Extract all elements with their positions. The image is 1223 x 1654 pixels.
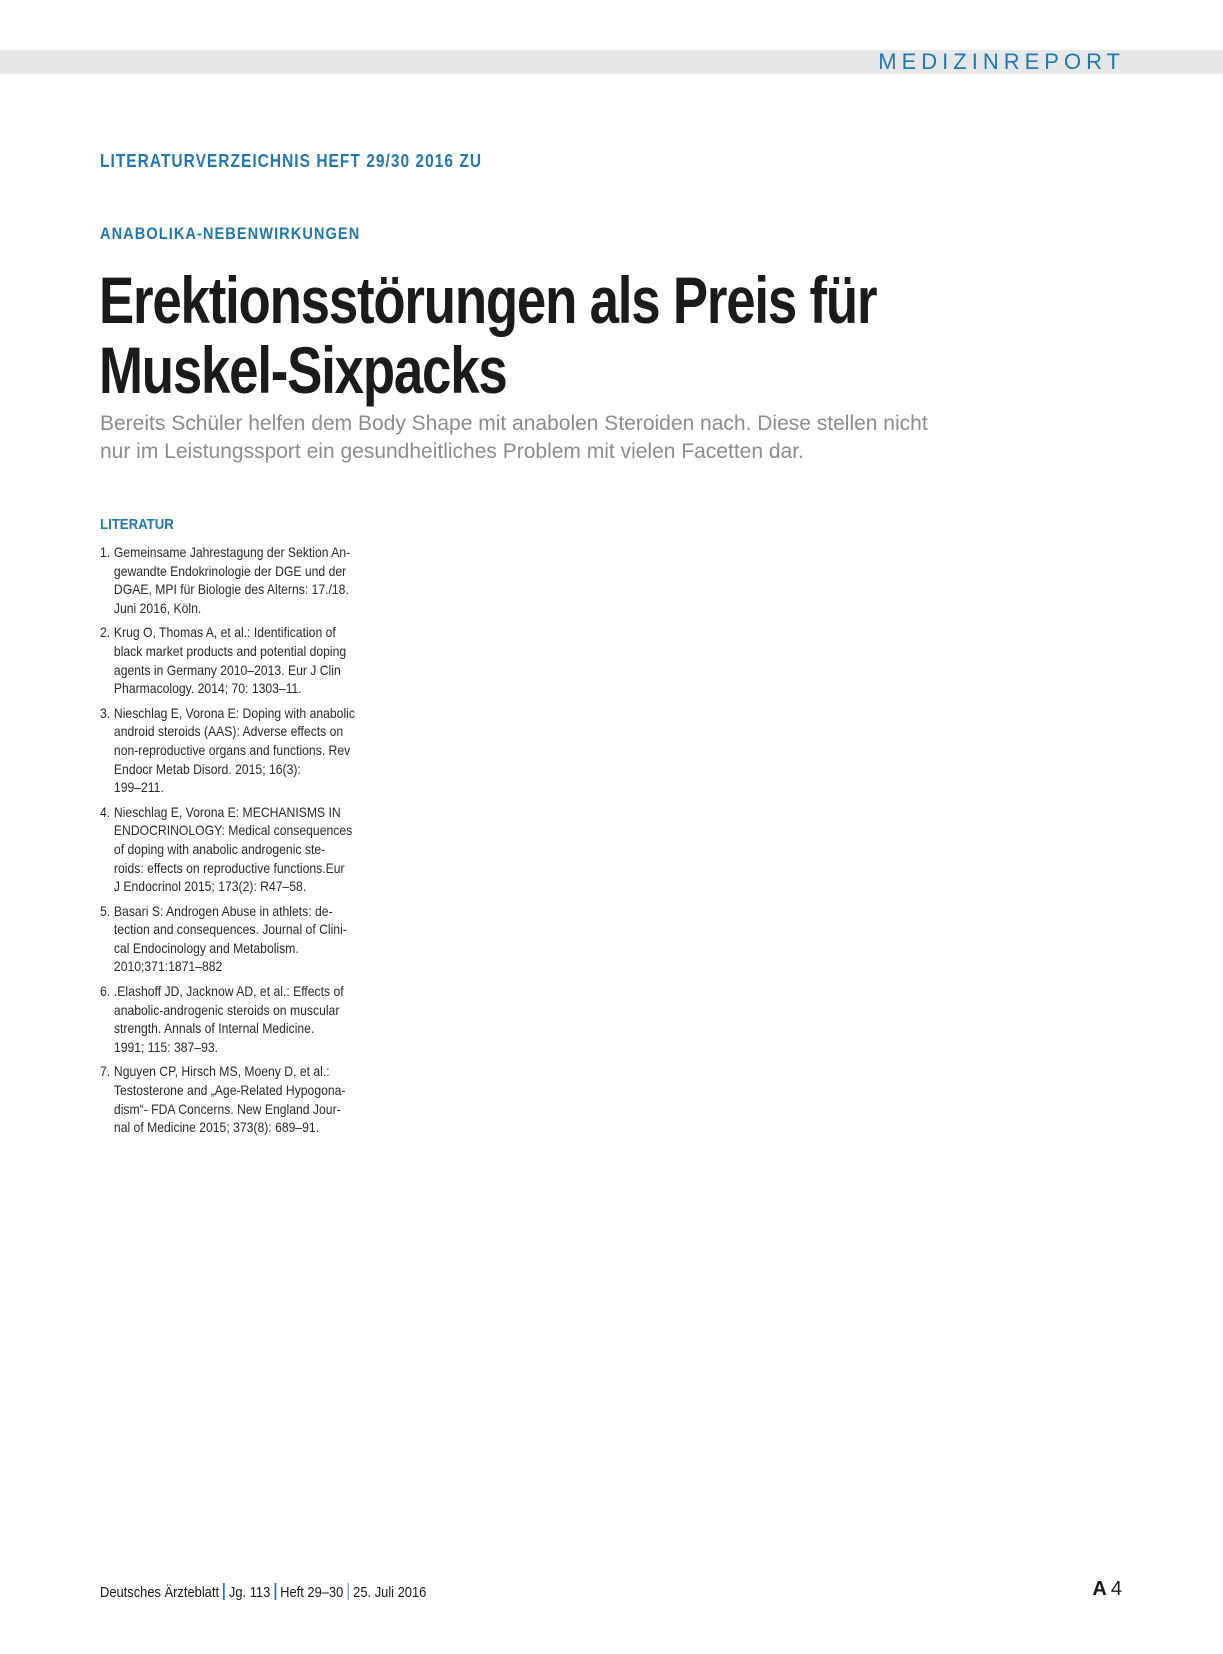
reference-text-line: roids: effects on reproductive functions.Eur bbox=[113, 859, 345, 876]
reference-item bbox=[100, 543, 361, 617]
reference-text-line: nal of Medicine 2015; 373(8): 689–91. bbox=[113, 1119, 320, 1136]
reference-text-line: Nieschlag E, Vorona E: MECHANISMS IN bbox=[113, 803, 341, 820]
footer-citation bbox=[100, 1583, 426, 1601]
reference-number: 1. bbox=[100, 544, 111, 560]
reference-list bbox=[100, 543, 361, 1143]
article-title-line: Erektionsstörungen als Preis für bbox=[99, 263, 877, 337]
footer-separator bbox=[348, 1583, 349, 1600]
footer-volume: Jg. 113 bbox=[228, 1584, 271, 1601]
reference-number: 7. bbox=[100, 1063, 111, 1080]
reference-number: 4. bbox=[100, 803, 111, 820]
reference-text-line: anabolic-androgenic steroids on muscular bbox=[113, 1001, 340, 1018]
reference-text-line: Pharmacology. 2014; 70: 1303–11. bbox=[113, 680, 302, 697]
page-digit: 4 bbox=[1110, 1578, 1122, 1600]
footer-separator bbox=[223, 1583, 224, 1600]
footer-issue: Heft 29–30 bbox=[280, 1584, 344, 1601]
reference-text-line: Nieschlag E, Vorona E: Doping with anabolic bbox=[113, 704, 355, 721]
reference-text-line: Endocr Metab Disord. 2015; 16(3): bbox=[113, 760, 301, 777]
reference-text-line: agents in Germany 2010–2013. Eur J Clin bbox=[113, 661, 341, 678]
page-letter: A bbox=[1092, 1578, 1107, 1600]
reference-number: 3. bbox=[100, 704, 111, 721]
topic-kicker: ANABOLIKA-NEBENWIRKUNGEN bbox=[100, 224, 361, 243]
reference-text-line: dism“- FDA Concerns. New England Jour- bbox=[113, 1100, 341, 1117]
reference-number: 2. bbox=[100, 624, 111, 641]
literature-note: LITERATURVERZEICHNIS HEFT 29/30 2016 ZU bbox=[100, 151, 483, 171]
reference-text-line: strength. Annals of Internal Medicine. bbox=[113, 1020, 315, 1037]
reference-text-line: ENDOCRINOLOGY: Medical consequences bbox=[113, 822, 353, 839]
reference-text-line: android steroids (AAS): Adverse effects on bbox=[113, 723, 344, 740]
article-lead bbox=[100, 410, 1040, 466]
literature-heading: LITERATUR bbox=[100, 516, 174, 533]
reference-text-line: Testosterone and „Age-Related Hypogona- bbox=[113, 1082, 346, 1099]
reference-text-line: Krug O, Thomas A, et al.: Identification of bbox=[113, 624, 336, 641]
reference-item bbox=[100, 902, 361, 976]
reference-item bbox=[100, 623, 361, 697]
reference-text-line: non-reproductive organs and functions. Rev bbox=[113, 741, 351, 758]
page-number bbox=[1092, 1578, 1122, 1601]
reference-text-line: 1991; 115: 387–93. bbox=[113, 1038, 219, 1055]
reference-item bbox=[100, 704, 361, 797]
reference-number: 5. bbox=[100, 902, 111, 919]
reference-text-line: gewandte Endokrinologie der DGE und der bbox=[113, 562, 347, 579]
reference-number: 6. bbox=[100, 983, 111, 1000]
reference-text-line: tection and consequences. Journal of Clini- bbox=[113, 921, 347, 938]
reference-item bbox=[100, 982, 361, 1056]
footer-journal: Deutsches Ärzteblatt bbox=[100, 1584, 220, 1601]
lead-line: nur im Leistungssport ein gesundheitliches Problem mit vielen Facetten dar. bbox=[100, 440, 804, 463]
reference-text-line: black market products and potential doping bbox=[113, 642, 347, 659]
reference-text-line: .Elashoff JD, Jacknow AD, et al.: Effects of bbox=[113, 983, 344, 1000]
article-title-line: Muskel-Sixpacks bbox=[99, 333, 507, 407]
reference-item bbox=[100, 803, 361, 896]
reference-text-line: J Endocrinol 2015; 173(2): R47–58. bbox=[113, 878, 307, 895]
reference-item bbox=[100, 1062, 361, 1136]
lead-line: Bereits Schüler helfen dem Body Shape mit anabolen Steroiden nach. Diese stellen nicht bbox=[100, 412, 928, 435]
reference-text-line: Juni 2016, Köln. bbox=[113, 599, 202, 616]
footer-date: 25. Juli 2016 bbox=[353, 1584, 427, 1601]
reference-text-line: Gemeinsame Jahrestagung der Sektion An- bbox=[113, 544, 351, 560]
article-title bbox=[99, 265, 899, 405]
reference-text-line: 199–211. bbox=[113, 779, 164, 796]
footer-separator bbox=[275, 1583, 276, 1600]
reference-text-line: DGAE, MPI für Biologie des Alterns: 17./18. bbox=[113, 581, 349, 598]
reference-text-line: 2010;371:1871–882 bbox=[113, 958, 223, 975]
reference-text-line: Nguyen CP, Hirsch MS, Moeny D, et al.: bbox=[113, 1063, 330, 1080]
reference-text-line: of doping with anabolic androgenic ste- bbox=[113, 840, 326, 857]
reference-text-line: Basari S: Androgen Abuse in athlets: de- bbox=[113, 902, 333, 919]
reference-text-line: cal Endocinology and Metabolism. bbox=[113, 939, 299, 956]
section-label: MEDIZINREPORT bbox=[878, 49, 1125, 74]
